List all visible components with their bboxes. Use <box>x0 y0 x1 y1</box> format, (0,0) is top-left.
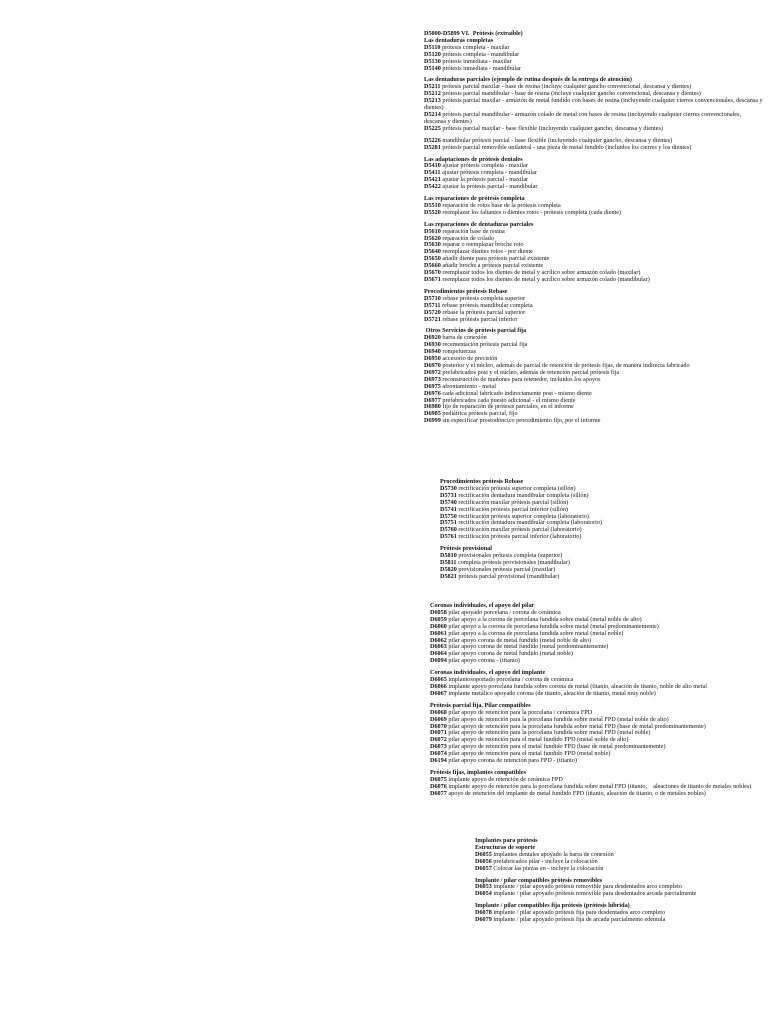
procedure-code: D5810 <box>440 552 457 560</box>
procedure-code: D6975 <box>424 382 441 390</box>
code-entry <box>424 418 764 425</box>
procedure-description: rebase prótesis mandibular completa <box>440 301 533 309</box>
procedure-description: reconstrucción de muñones para retenedor, incluidos los apoyos <box>440 375 601 383</box>
procedure-code: D5281 <box>424 143 441 151</box>
procedure-code: D5670 <box>424 269 441 277</box>
procedure-code: D5710 <box>424 294 441 302</box>
procedure-code: D5140 <box>424 64 441 72</box>
procedure-description: rectificación dentadura mandibular completa (sillón) <box>456 491 589 499</box>
code-entry <box>424 145 764 152</box>
procedure-description: prefabricados pilar - incluye la colocación <box>491 857 598 865</box>
procedure-description: prótesis parcial mandibular - armazón colado de metal con bases de resina (incluyendo cualquier cierres convencionales, descansa y dientes) <box>424 110 743 125</box>
code-entry <box>424 277 764 284</box>
procedure-description: barra de conexión <box>440 334 487 342</box>
procedure-description: rebase prótesis parcial inferior <box>440 315 518 323</box>
procedure-code: D6079 <box>475 916 492 924</box>
code-entry <box>430 691 760 698</box>
procedure-description: posterior y el núcleo, además de parcial de retención de prótesis fijas, de manera indirecta fabricado <box>440 361 690 369</box>
procedure-code: D6973 <box>424 375 441 383</box>
procedure-description: implantes dentales apoyado la barra de conexión <box>491 850 614 858</box>
procedure-description: implante / pilar apoyado prótesis removible para desdentados arcada parcialmente <box>491 890 697 898</box>
procedure-description: prótesis parcial maxilar - base flexible (incluyendo cualquier gancho, descansa y dientes) <box>440 124 663 132</box>
section-heading: Implante / pilar compatibles prótesis removibles <box>475 876 603 884</box>
procedure-code: D5671 <box>424 276 441 283</box>
procedure-description: reemplazar los faltantes o dientes rotos - prótesis completa (cada diente) <box>440 208 622 216</box>
procedure-code: D5640 <box>424 248 441 256</box>
procedure-code: D6977 <box>424 396 441 404</box>
procedure-code: D5731 <box>440 491 457 499</box>
procedure-code: D5711 <box>424 301 441 309</box>
procedure-description: reparación base de resina <box>440 227 505 235</box>
procedure-description: pilar apoyo corona de metal fundido (metal noble) <box>446 650 573 658</box>
procedure-description: reemplazar dientes rotos - por diente <box>440 248 533 256</box>
procedure-code: D6061 <box>430 629 447 637</box>
procedure-code: D6055 <box>475 850 492 858</box>
code-entry <box>475 917 755 924</box>
procedure-description: añadir broche a prótesis parcial existente <box>440 262 544 270</box>
procedure-code: D6053 <box>475 883 492 891</box>
procedure-description: implante apoyo porcelana fundida sobre corona de metal (titanio, aleación de titanio, noble de alto metal <box>446 682 707 690</box>
procedure-description: reparación de rotos base de la prótesis completa <box>440 201 561 209</box>
procedure-description: prótesis inmediata - mandibular <box>440 64 521 72</box>
procedure-description: apoyo de retención del implante de metal fundido FPD (titanio, aleación de titanio, o de metales nobles) <box>446 789 706 797</box>
procedure-description: ajustar prótesis completa - maxilar <box>440 162 528 170</box>
procedure-code: D6970 <box>424 361 441 369</box>
procedure-description: implante metálico apoyado corona (de titanio, aleación de titanio, metal muy noble) <box>446 689 656 697</box>
section-heading: Implantes para prótesis <box>475 837 538 844</box>
procedure-description: prótesis completa - mandibular <box>440 50 520 58</box>
procedure-code: D5610 <box>424 227 441 235</box>
procedure-code: D5410 <box>424 162 441 170</box>
procedure-code: D5760 <box>440 526 457 534</box>
procedure-description: completa prótesis provisionales (mandibular) <box>456 558 570 566</box>
procedure-description: prótesis inmediata - maxilar <box>440 57 512 65</box>
code-entry <box>430 791 760 798</box>
procedure-code: D5730 <box>440 484 457 492</box>
procedure-code: D5660 <box>424 262 441 270</box>
procedure-code: D6980 <box>424 403 441 411</box>
procedure-code: D6950 <box>424 355 441 363</box>
procedure-description: pilar apoyo de retención para la porcelana fundida sobre metal FPD (metal noble) <box>446 729 651 737</box>
procedure-code: D5422 <box>424 183 441 191</box>
procedure-description: mandibular prótesis parcial - base flexible (incluyendo cualquier gancho, descansa y dientes) <box>440 136 673 144</box>
section-heading: Coronas individuales, el apoyo del implante <box>430 669 546 677</box>
section-heading: Las dentaduras parciales (ejemplo de rutina después de la entrega de atención) <box>424 76 632 84</box>
procedure-description: sin especificar prostodóncico procedimiento fijo, por el informe <box>440 417 601 425</box>
code-entry <box>475 866 755 873</box>
procedure-code: D5510 <box>424 201 441 209</box>
procedure-description: ajustar la prótesis parcial - mandibular <box>440 183 538 191</box>
procedure-code: D6062 <box>430 636 447 644</box>
procedure-description: ajustar prótesis completa - mandibular <box>440 169 537 177</box>
procedure-description: implante / pilar apoyado prótesis fija de arcada parcialmente edéntula <box>491 916 666 924</box>
section-heading: Prótesis provisional <box>440 545 492 553</box>
procedure-code: D6069 <box>430 715 447 723</box>
procedure-description: pilar apoyo de retención para la porcelana fundida sobre metal FPD (metal noble de alto) <box>446 715 669 723</box>
procedure-code: D5213 <box>424 97 441 105</box>
procedure-description: pilar apoyo de retención para el metal fundido FPD (metal noble de alto) <box>446 736 629 744</box>
procedure-description: prótesis completa - maxilar <box>440 43 510 51</box>
procedure-description: pilar apoyo de retención para la porcelana fundida sobre metal FPD (base de metal predominantemente) <box>446 722 706 730</box>
procedure-code: D5110 <box>424 43 441 51</box>
procedure-code: D6920 <box>424 334 441 342</box>
procedure-code: D5130 <box>424 57 441 65</box>
procedure-description: fijo de reparación de prótesis parciales, en el informe <box>440 403 574 411</box>
procedure-description: pilar apoyo a la corona de porcelana fundida sobre metal (metal noble) <box>446 629 624 637</box>
code-entry <box>440 574 760 581</box>
code-entry <box>424 210 764 217</box>
procedure-description: Colocar las piezas en - incluye la colocación <box>491 864 604 872</box>
code-entry <box>424 98 764 112</box>
procedure-code: D6060 <box>430 622 447 630</box>
implant-prosthesis-section <box>475 838 755 924</box>
procedure-code: D5225 <box>424 124 441 132</box>
procedure-description: pilar apoyo corona - (titanio) <box>446 657 520 665</box>
procedure-code: D6058 <box>430 608 447 616</box>
procedure-code: D6078 <box>475 909 492 917</box>
procedure-code: D5214 <box>424 110 441 118</box>
procedure-code: D5811 <box>440 558 457 566</box>
procedure-description: cada adicional fabricado indirectamente post - mismo diente <box>440 389 592 397</box>
procedure-code: D6071 <box>430 729 447 737</box>
procedure-code: D5750 <box>440 512 457 520</box>
procedure-description: prefabricados cada puesto adicional - el mismo diente <box>440 396 576 404</box>
rebase-provisional-section <box>440 479 760 581</box>
procedure-description: pilar apoyo de retención para el metal fundido FPD (metal noble) <box>446 750 611 758</box>
procedure-code: D6999 <box>424 417 441 425</box>
section-heading: D5000-D5899 VI. Prótesis (extraíble) <box>424 30 523 37</box>
code-entry <box>430 658 760 665</box>
procedure-description: prefabricados post y el núcleo, además de retención parcial prótesis fija <box>440 368 620 376</box>
procedure-code: D5421 <box>424 176 441 184</box>
procedure-code: D6094 <box>430 657 447 665</box>
procedure-code: D6940 <box>424 348 441 356</box>
prosthodontics-removable-section <box>424 31 764 425</box>
section-heading: Prótesis parcial fija, Pilar compatibles <box>430 701 531 709</box>
procedure-description: recementación prótesis parcial fija <box>440 341 528 349</box>
procedure-code: D6054 <box>475 890 492 898</box>
procedure-code: D6067 <box>430 689 447 697</box>
section-heading: Las dentaduras completas <box>424 36 494 44</box>
procedure-description: rectificación dentadura mandibular completa (laboratorio) <box>456 519 603 527</box>
procedure-description: pilar apoyo a la corona de porcelana fundida sobre metal (metal noble de alto) <box>446 615 642 623</box>
procedure-code: D5620 <box>424 234 441 242</box>
procedure-code: D6070 <box>430 722 447 730</box>
procedure-code: D6064 <box>430 650 447 658</box>
procedure-code: D5650 <box>424 255 441 263</box>
procedure-description: implante apoyo de retención para la porcelana fundida sobre metal FPD (titanio, aleaciones de titanio de metales nobles) <box>446 782 752 790</box>
procedure-description: ajustar la prótesis parcial - maxilar <box>440 176 529 184</box>
section-heading: Las adaptaciones de prótesis dentales <box>424 155 523 163</box>
procedure-description: rectificación prótesis superior completa (sillón) <box>456 484 576 492</box>
procedure-description: rectificación prótesis parcial inferior (laboratorio) <box>456 533 582 541</box>
procedure-description: rectificación maxilar prótesis parcial (laboratorio) <box>456 526 582 534</box>
procedure-description: pediátrica prótesis parcial, fijo <box>440 410 518 418</box>
procedure-description: afrontamiento - metal <box>440 382 496 390</box>
procedure-description: prótesis parcial mandibular - base de resina (incluye cualquier gancho convencional, descansa y dientes) <box>440 90 701 98</box>
procedure-code: D5720 <box>424 308 441 316</box>
procedure-description: implante / pilar apoyado prótesis removible para desdentados arco completo <box>491 883 682 891</box>
code-entry <box>475 891 755 898</box>
procedure-description: pilar apoyado porcelana / corona de cerámica <box>446 608 561 616</box>
procedure-code: D6057 <box>475 864 492 872</box>
procedure-code: D5821 <box>440 572 457 580</box>
section-heading: Las reparaciones de prótesis completa <box>424 195 525 203</box>
procedure-code: D5411 <box>424 169 441 177</box>
procedure-code: D5212 <box>424 90 441 98</box>
procedure-code: D5761 <box>440 533 457 541</box>
procedure-description: prótesis parcial maxilar - armazón de metal fundido con bases de resina (incluyendo cualquier cierres convencionales, descansa y dientes) <box>424 97 765 112</box>
section-heading: Otros Servicios de prótesis parcial fija <box>424 327 527 335</box>
procedure-description: rectificación maxilar prótesis parcial (sillón) <box>456 498 569 506</box>
procedure-description: rebase prótesis completa superior <box>440 294 526 302</box>
procedure-description: reemplazar todos los dientes de metal y acrílico sobre armazón colado (mandibular) <box>440 276 650 283</box>
procedure-description: pilar apoyo corona de metal fundido (metal predominantemente) <box>446 643 609 651</box>
code-entry <box>424 66 764 73</box>
procedure-code: D5721 <box>424 315 441 323</box>
procedure-code: D6077 <box>430 789 447 797</box>
code-entry <box>424 126 764 133</box>
procedure-code: D5211 <box>424 83 441 91</box>
section-heading: Procedimientos prótesis Rebase <box>424 287 508 295</box>
procedure-code: D6068 <box>430 708 447 716</box>
implant-crowns-section <box>430 603 760 798</box>
procedure-code: D6065 <box>430 676 447 684</box>
procedure-description: añadir diente para prótesis parcial existente <box>440 255 550 263</box>
code-entry <box>424 112 764 126</box>
procedure-description: accesorio de precisión <box>440 355 498 363</box>
procedure-code: D6194 <box>430 757 447 765</box>
procedure-description: rectificación prótesis superior completa (laboratorio) <box>456 512 589 520</box>
procedure-code: D6075 <box>430 775 447 783</box>
section-heading: Coronas individuales, el apoyo del pilar <box>430 602 535 609</box>
procedure-description: implante / pilar apoyado prótesis fija para desdentados arco completo <box>491 909 666 917</box>
procedure-code: D6059 <box>430 615 447 623</box>
procedure-description: rectificación prótesis parcial inferior (sillón) <box>456 505 569 513</box>
procedure-description: pilar apoyo corona de metal fundido (metal noble de alto) <box>446 636 592 644</box>
code-entry <box>440 534 760 541</box>
procedure-code: D6073 <box>430 743 447 751</box>
procedure-description: reparar o reemplazar broche roto <box>440 241 524 249</box>
procedure-code: D6930 <box>424 341 441 349</box>
procedure-description: prótesis parcial removible unilateral - una pieza de metal fundido (incluidos los cierres y los dientes) <box>440 143 692 151</box>
procedure-code: D5630 <box>424 241 441 249</box>
procedure-description: implante apoyo de retención de cerámica FPD <box>446 775 563 783</box>
procedure-code: D6074 <box>430 750 447 758</box>
section-heading: Prótesis fijas, implantes compatibles <box>430 768 526 776</box>
procedure-code: D5120 <box>424 50 441 58</box>
procedure-description: prótesis parcial maxilar - base de resina (incluye cualquier gancho convencional, descansa y dientes) <box>440 83 692 91</box>
procedure-code: D6076 <box>430 782 447 790</box>
procedure-code: D5820 <box>440 565 457 573</box>
procedure-code: D5741 <box>440 505 457 513</box>
section-heading: Estructuras de soporte <box>475 843 536 851</box>
procedure-description: pilar apoyo corona de retención para FPD - (titanio) <box>446 757 577 765</box>
code-entry <box>424 317 764 324</box>
procedure-code: D6056 <box>475 857 492 865</box>
procedure-code: D6976 <box>424 389 441 397</box>
procedure-code: D5740 <box>440 498 457 506</box>
procedure-description: pilar apoyo de retención para la porcelana / cerámica FPD <box>446 708 593 716</box>
procedure-code: D6072 <box>430 736 447 744</box>
procedure-code: D6972 <box>424 368 441 376</box>
procedure-code: D6063 <box>430 643 447 651</box>
procedure-description: reemplazar todos los dientes de metal y acrílico sobre armazón colado (maxilar) <box>440 269 641 277</box>
procedure-code: D6985 <box>424 410 441 418</box>
procedure-description: prótesis parcial provisional (mandibular) <box>456 572 560 580</box>
code-entry <box>430 758 760 765</box>
procedure-code: D5520 <box>424 208 441 216</box>
section-heading: Implante / pilar compatibles fija prótesis (prótesis híbrida) <box>475 902 630 910</box>
procedure-description: implantosoportado porcelana / corona de cerámica <box>446 676 574 684</box>
procedure-code: D6066 <box>430 682 447 690</box>
procedure-code: D5226 <box>424 136 441 144</box>
procedure-description: provisionales prótesis parcial (maxilar) <box>456 565 556 573</box>
code-entry <box>424 184 764 191</box>
procedure-description: pilar apoyo de retención para el metal fundido FPD (base de metal predominantemente) <box>446 743 666 751</box>
section-heading: Las reparaciones de dentaduras parciales <box>424 220 534 228</box>
procedure-description: pilar apoyo a la corona de porcelana fundida sobre metal (metal predominantemente) <box>446 622 659 630</box>
procedure-description: rebase la prótesis parcial superior <box>440 308 526 316</box>
procedure-description: rompefuerzas <box>440 348 477 356</box>
procedure-code: D5751 <box>440 519 457 527</box>
section-heading: Procedimientos prótesis Rebase <box>440 478 524 485</box>
procedure-description: reparación de colado <box>440 234 494 242</box>
procedure-description: provisionales prótesis completa (superior) <box>456 552 563 560</box>
